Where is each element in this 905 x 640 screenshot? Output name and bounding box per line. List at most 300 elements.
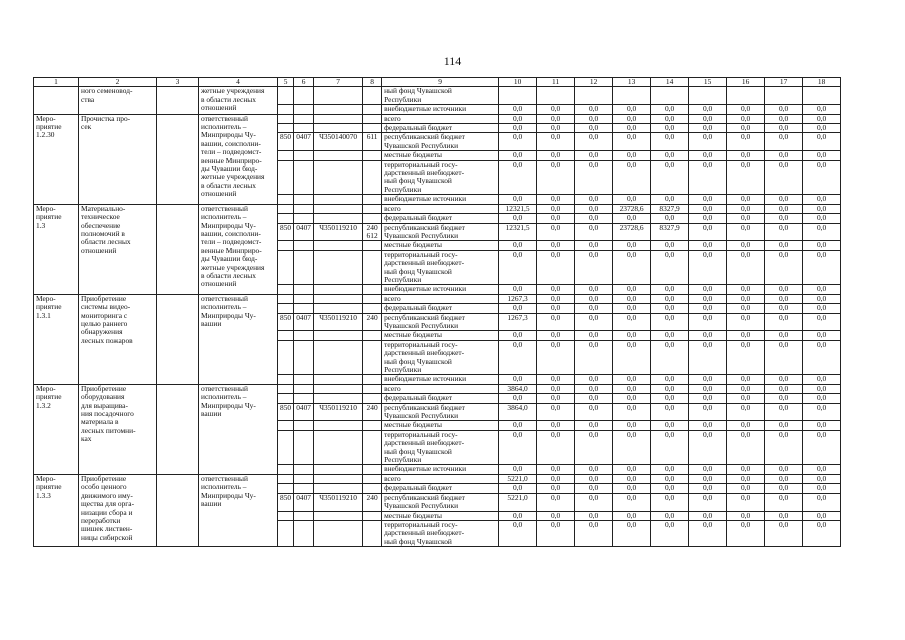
funding-source: внебюджетные источники <box>382 465 499 474</box>
year-value: 0,0 <box>803 160 841 195</box>
year-value: 0,0 <box>613 403 651 421</box>
year-value: 8327,9 <box>651 204 689 213</box>
year-value: 0,0 <box>727 384 765 393</box>
code-grbs <box>278 520 294 546</box>
year-value: 0,0 <box>689 204 727 213</box>
year-value: 0,0 <box>651 331 689 340</box>
year-value: 0,0 <box>613 313 651 331</box>
column-number: 8 <box>363 78 382 87</box>
year-value: 0,0 <box>613 105 651 114</box>
year-value: 0,0 <box>575 340 613 375</box>
year-value: 0,0 <box>651 430 689 465</box>
code-section <box>294 331 314 340</box>
funding-source: всего <box>382 204 499 213</box>
year-value: 0,0 <box>803 430 841 465</box>
year-value <box>537 87 575 105</box>
year-value: 5221,0 <box>499 474 537 483</box>
code-target-article <box>314 114 363 123</box>
code-section <box>294 304 314 313</box>
year-value: 0,0 <box>727 474 765 483</box>
year-value: 0,0 <box>803 340 841 375</box>
year-value: 0,0 <box>689 114 727 123</box>
code-grbs <box>278 105 294 114</box>
year-value: 0,0 <box>803 394 841 403</box>
code-expense-group <box>363 294 382 303</box>
year-value: 0,0 <box>537 151 575 160</box>
year-value: 0,0 <box>689 313 727 331</box>
year-value: 0,0 <box>613 421 651 430</box>
year-value: 0,0 <box>803 304 841 313</box>
year-value: 0,0 <box>727 294 765 303</box>
code-grbs <box>278 160 294 195</box>
column-number: 15 <box>689 78 727 87</box>
year-value: 0,0 <box>651 151 689 160</box>
code-section <box>294 294 314 303</box>
result-indicator <box>157 384 199 474</box>
year-value: 0,0 <box>613 124 651 133</box>
year-value: 0,0 <box>765 340 803 375</box>
code-target-article <box>314 384 363 393</box>
year-value: 0,0 <box>689 474 727 483</box>
year-value: 0,0 <box>689 430 727 465</box>
year-value: 0,0 <box>689 331 727 340</box>
code-section <box>294 250 314 285</box>
code-section <box>294 151 314 160</box>
funding-source: федеральный бюджет <box>382 394 499 403</box>
column-number: 14 <box>651 78 689 87</box>
result-indicator <box>157 294 199 384</box>
year-value: 0,0 <box>575 484 613 493</box>
funding-source: республиканский бюджет Чувашской Республики <box>382 133 499 151</box>
responsible-executor: ответственный исполнитель – Минприроды Чу- вашии <box>199 474 278 546</box>
column-number: 3 <box>157 78 199 87</box>
year-value: 0,0 <box>803 493 841 511</box>
year-value: 0,0 <box>689 493 727 511</box>
year-value: 0,0 <box>651 195 689 204</box>
year-value: 0,0 <box>537 204 575 213</box>
year-value: 0,0 <box>537 195 575 204</box>
code-expense-group <box>363 421 382 430</box>
year-value: 0,0 <box>537 133 575 151</box>
column-number: 11 <box>537 78 575 87</box>
code-section <box>294 114 314 123</box>
code-section <box>294 87 314 105</box>
code-section: 0407 <box>294 133 314 151</box>
year-value: 0,0 <box>727 484 765 493</box>
measure-name: Меро- приятие 1.3.2 <box>34 384 79 474</box>
year-value: 0,0 <box>689 394 727 403</box>
code-target-article <box>314 105 363 114</box>
funding-source: территориальный госу- дарственный внебюджет- ный фонд Чувашской Республики <box>382 250 499 285</box>
year-value: 0,0 <box>803 465 841 474</box>
year-value: 0,0 <box>689 105 727 114</box>
year-value: 0,0 <box>651 114 689 123</box>
year-value: 5221,0 <box>499 493 537 511</box>
year-value: 0,0 <box>613 520 651 546</box>
year-value: 0,0 <box>765 520 803 546</box>
year-value: 0,0 <box>651 250 689 285</box>
code-expense-group <box>363 151 382 160</box>
year-value: 0,0 <box>499 195 537 204</box>
code-expense-group: 240 <box>363 403 382 421</box>
year-value: 0,0 <box>803 195 841 204</box>
year-value: 0,0 <box>727 520 765 546</box>
year-value: 0,0 <box>689 195 727 204</box>
year-value: 0,0 <box>537 520 575 546</box>
code-expense-group <box>363 204 382 213</box>
year-value: 3864,0 <box>499 403 537 421</box>
code-expense-group <box>363 241 382 250</box>
year-value: 0,0 <box>765 241 803 250</box>
year-value: 0,0 <box>765 195 803 204</box>
year-value: 0,0 <box>803 403 841 421</box>
code-section <box>294 474 314 483</box>
funding-source: республиканский бюджет Чувашской Республики <box>382 313 499 331</box>
code-grbs <box>278 304 294 313</box>
code-grbs <box>278 375 294 384</box>
year-value: 0,0 <box>499 105 537 114</box>
year-value: 0,0 <box>765 294 803 303</box>
column-number: 12 <box>575 78 613 87</box>
year-value: 0,0 <box>803 331 841 340</box>
year-value: 0,0 <box>499 331 537 340</box>
year-value: 0,0 <box>727 223 765 241</box>
year-value: 0,0 <box>727 285 765 294</box>
year-value: 0,0 <box>613 214 651 223</box>
year-value: 0,0 <box>575 331 613 340</box>
year-value: 0,0 <box>765 474 803 483</box>
code-expense-group <box>363 340 382 375</box>
code-target-article <box>314 474 363 483</box>
measure-name: Меро- приятие 1.3.3 <box>34 474 79 546</box>
year-value: 0,0 <box>613 474 651 483</box>
column-number: 7 <box>314 78 363 87</box>
code-grbs: 850 <box>278 313 294 331</box>
code-grbs <box>278 340 294 375</box>
year-value: 0,0 <box>689 511 727 520</box>
year-value: 0,0 <box>803 294 841 303</box>
year-value: 0,0 <box>575 124 613 133</box>
year-value: 0,0 <box>499 421 537 430</box>
year-value: 0,0 <box>727 151 765 160</box>
year-value: 0,0 <box>651 313 689 331</box>
code-target-article: Ч350119210 <box>314 403 363 421</box>
year-value: 0,0 <box>499 214 537 223</box>
year-value: 0,0 <box>727 430 765 465</box>
year-value: 0,0 <box>537 430 575 465</box>
column-number: 6 <box>294 78 314 87</box>
code-target-article <box>314 421 363 430</box>
funding-source: республиканский бюджет Чувашской Республики <box>382 223 499 241</box>
year-value: 0,0 <box>613 465 651 474</box>
year-value: 0,0 <box>537 511 575 520</box>
column-number: 9 <box>382 78 499 87</box>
year-value: 0,0 <box>537 250 575 285</box>
year-value: 0,0 <box>613 511 651 520</box>
code-target-article <box>314 520 363 546</box>
year-value: 0,0 <box>765 384 803 393</box>
year-value: 0,0 <box>613 114 651 123</box>
code-section <box>294 340 314 375</box>
year-value: 0,0 <box>499 250 537 285</box>
measure-description: Материально- техническое обеспечение полномочий в области лесных отношений <box>79 204 157 294</box>
year-value: 0,0 <box>651 214 689 223</box>
year-value: 0,0 <box>803 474 841 483</box>
year-value: 0,0 <box>499 394 537 403</box>
year-value: 8327,9 <box>651 223 689 241</box>
code-grbs <box>278 331 294 340</box>
column-number: 1 <box>34 78 79 87</box>
code-target-article <box>314 195 363 204</box>
year-value <box>727 87 765 105</box>
column-number: 18 <box>803 78 841 87</box>
code-grbs <box>278 151 294 160</box>
code-grbs: 850 <box>278 223 294 241</box>
code-target-article <box>314 204 363 213</box>
funding-source: внебюджетные источники <box>382 195 499 204</box>
code-section <box>294 195 314 204</box>
code-grbs <box>278 465 294 474</box>
year-value: 0,0 <box>689 484 727 493</box>
year-value: 0,0 <box>651 511 689 520</box>
year-value: 0,0 <box>575 250 613 285</box>
code-section <box>294 384 314 393</box>
measure-description: ного семеновод- ства <box>79 87 157 114</box>
code-target-article <box>314 331 363 340</box>
year-value: 0,0 <box>689 241 727 250</box>
year-value: 0,0 <box>727 313 765 331</box>
year-value: 0,0 <box>651 160 689 195</box>
year-value: 0,0 <box>803 204 841 213</box>
code-target-article <box>314 304 363 313</box>
table-row <box>34 384 841 393</box>
year-value: 0,0 <box>499 430 537 465</box>
funding-table <box>33 77 841 547</box>
year-value: 0,0 <box>537 421 575 430</box>
code-expense-group <box>363 511 382 520</box>
year-value: 0,0 <box>765 105 803 114</box>
year-value: 0,0 <box>537 294 575 303</box>
year-value: 0,0 <box>765 484 803 493</box>
header-row <box>34 78 841 87</box>
code-target-article <box>314 394 363 403</box>
year-value: 0,0 <box>803 250 841 285</box>
year-value: 0,0 <box>613 241 651 250</box>
year-value: 0,0 <box>575 223 613 241</box>
year-value: 0,0 <box>613 430 651 465</box>
year-value: 0,0 <box>689 403 727 421</box>
code-section: 0407 <box>294 493 314 511</box>
measure-name: Меро- приятие 1.3.1 <box>34 294 79 384</box>
code-grbs <box>278 384 294 393</box>
year-value: 0,0 <box>727 114 765 123</box>
code-section <box>294 375 314 384</box>
year-value: 0,0 <box>689 151 727 160</box>
code-section <box>294 421 314 430</box>
code-target-article <box>314 250 363 285</box>
year-value: 0,0 <box>651 294 689 303</box>
year-value: 0,0 <box>765 331 803 340</box>
year-value: 0,0 <box>689 304 727 313</box>
year-value: 0,0 <box>613 394 651 403</box>
year-value: 0,0 <box>727 394 765 403</box>
year-value: 0,0 <box>613 384 651 393</box>
year-value: 0,0 <box>765 394 803 403</box>
code-section <box>294 105 314 114</box>
year-value: 0,0 <box>765 223 803 241</box>
year-value: 0,0 <box>689 124 727 133</box>
code-expense-group <box>363 105 382 114</box>
funding-source: местные бюджеты <box>382 331 499 340</box>
funding-source: всего <box>382 474 499 483</box>
year-value: 0,0 <box>651 124 689 133</box>
year-value: 23728,6 <box>613 204 651 213</box>
year-value: 0,0 <box>613 340 651 375</box>
year-value: 12321,5 <box>499 204 537 213</box>
table-row <box>34 87 841 105</box>
year-value: 0,0 <box>689 250 727 285</box>
year-value: 0,0 <box>765 375 803 384</box>
year-value: 0,0 <box>803 105 841 114</box>
year-value <box>651 87 689 105</box>
year-value: 0,0 <box>499 285 537 294</box>
code-grbs <box>278 294 294 303</box>
measure-description: Приобретение оборудования для выращива- ния посадочного материала в лесных питомни- ках <box>79 384 157 474</box>
code-target-article <box>314 375 363 384</box>
year-value: 0,0 <box>575 304 613 313</box>
year-value: 0,0 <box>575 241 613 250</box>
funding-source: всего <box>382 294 499 303</box>
year-value: 0,0 <box>727 105 765 114</box>
year-value: 0,0 <box>575 384 613 393</box>
year-value: 0,0 <box>727 160 765 195</box>
code-grbs <box>278 87 294 105</box>
year-value: 0,0 <box>727 304 765 313</box>
code-target-article <box>314 285 363 294</box>
year-value: 0,0 <box>613 331 651 340</box>
year-value: 0,0 <box>803 223 841 241</box>
responsible-executor: ответственный исполнитель – Минприроды Чу- вашии <box>199 294 278 384</box>
funding-source: внебюджетные источники <box>382 375 499 384</box>
code-grbs <box>278 484 294 493</box>
year-value: 0,0 <box>613 250 651 285</box>
year-value: 0,0 <box>651 375 689 384</box>
code-section <box>294 520 314 546</box>
year-value: 0,0 <box>537 484 575 493</box>
funding-source: федеральный бюджет <box>382 124 499 133</box>
funding-source: республиканский бюджет Чувашской Республики <box>382 403 499 421</box>
code-target-article <box>314 160 363 195</box>
column-number: 13 <box>613 78 651 87</box>
funding-source: федеральный бюджет <box>382 484 499 493</box>
funding-source: всего <box>382 384 499 393</box>
code-section <box>294 484 314 493</box>
year-value: 0,0 <box>651 421 689 430</box>
code-grbs <box>278 204 294 213</box>
code-section <box>294 430 314 465</box>
year-value: 0,0 <box>727 465 765 474</box>
code-target-article <box>314 484 363 493</box>
year-value: 0,0 <box>803 241 841 250</box>
year-value: 0,0 <box>499 241 537 250</box>
year-value: 0,0 <box>651 474 689 483</box>
year-value: 0,0 <box>575 204 613 213</box>
year-value: 0,0 <box>575 394 613 403</box>
year-value: 0,0 <box>499 375 537 384</box>
code-expense-group <box>363 250 382 285</box>
code-target-article <box>314 124 363 133</box>
year-value: 0,0 <box>651 520 689 546</box>
code-grbs <box>278 474 294 483</box>
year-value: 0,0 <box>537 394 575 403</box>
funding-source: внебюджетные источники <box>382 285 499 294</box>
year-value <box>575 87 613 105</box>
result-indicator <box>157 474 199 546</box>
year-value: 0,0 <box>499 151 537 160</box>
year-value: 0,0 <box>765 133 803 151</box>
measure-name: Меро- приятие 1.3 <box>34 204 79 294</box>
year-value: 0,0 <box>765 250 803 285</box>
year-value: 0,0 <box>613 195 651 204</box>
code-target-article: Ч350140070 <box>314 133 363 151</box>
responsible-executor: жетные учреждения в области лесных отношений <box>199 87 278 114</box>
year-value: 0,0 <box>537 474 575 483</box>
year-value: 0,0 <box>575 294 613 303</box>
measure-name: Меро- приятие 1.2.30 <box>34 114 79 204</box>
column-number: 17 <box>765 78 803 87</box>
code-expense-group <box>363 465 382 474</box>
code-expense-group <box>363 331 382 340</box>
year-value: 0,0 <box>689 285 727 294</box>
funding-source: территориальный госу- дарственный внебюджет- ный фонд Чувашской Республики <box>382 340 499 375</box>
code-grbs <box>278 124 294 133</box>
year-value: 0,0 <box>689 465 727 474</box>
code-grbs <box>278 250 294 285</box>
year-value: 0,0 <box>575 493 613 511</box>
column-number: 10 <box>499 78 537 87</box>
year-value: 0,0 <box>765 421 803 430</box>
year-value: 0,0 <box>803 421 841 430</box>
code-target-article <box>314 294 363 303</box>
funding-source: федеральный бюджет <box>382 304 499 313</box>
funding-source: всего <box>382 114 499 123</box>
code-expense-group: 611 <box>363 133 382 151</box>
year-value: 0,0 <box>537 304 575 313</box>
code-grbs <box>278 195 294 204</box>
result-indicator <box>157 114 199 204</box>
year-value: 0,0 <box>651 304 689 313</box>
year-value: 0,0 <box>803 114 841 123</box>
code-section <box>294 124 314 133</box>
code-grbs <box>278 241 294 250</box>
year-value: 0,0 <box>575 151 613 160</box>
code-target-article <box>314 241 363 250</box>
year-value: 0,0 <box>689 214 727 223</box>
code-section <box>294 241 314 250</box>
year-value: 0,0 <box>651 340 689 375</box>
year-value: 0,0 <box>613 375 651 384</box>
year-value: 0,0 <box>727 421 765 430</box>
code-expense-group <box>363 430 382 465</box>
code-expense-group <box>363 304 382 313</box>
year-value: 0,0 <box>765 204 803 213</box>
year-value: 0,0 <box>651 465 689 474</box>
table-row <box>34 204 841 213</box>
year-value: 0,0 <box>575 403 613 421</box>
year-value: 0,0 <box>613 133 651 151</box>
year-value: 0,0 <box>537 160 575 195</box>
year-value: 0,0 <box>727 493 765 511</box>
